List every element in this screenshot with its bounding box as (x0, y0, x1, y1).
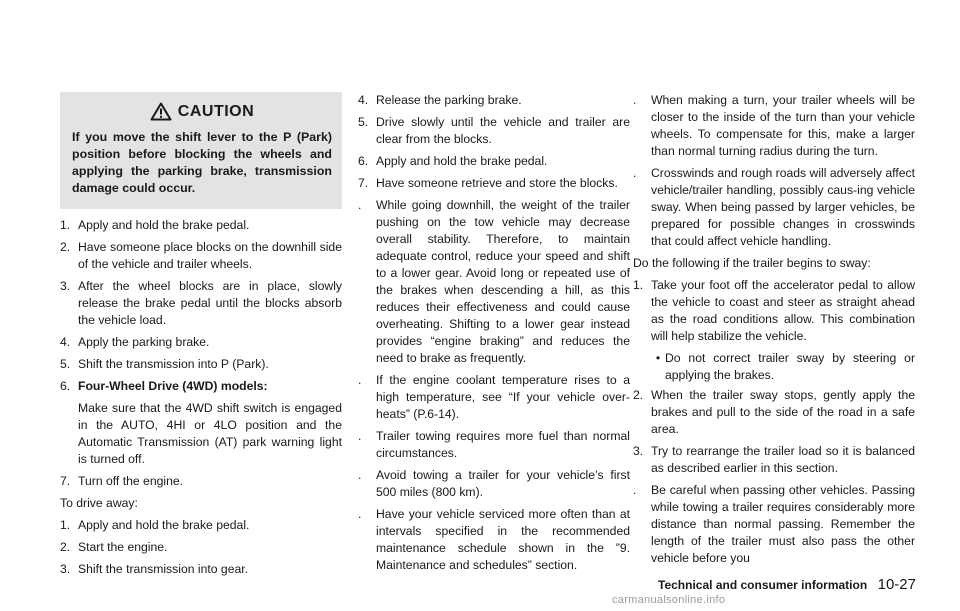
watermark: carmanualsonline.info (612, 594, 726, 606)
list-text: Shift the transmission into P (Park). (78, 357, 269, 371)
list-text: Four-Wheel Drive (4WD) models: (78, 379, 268, 393)
list-marker: 7. (358, 176, 369, 190)
list-text: Shift the transmission into gear. (78, 562, 249, 576)
list-marker: 5. (60, 357, 71, 371)
list-text: Try to rearrange the trailer load so it is balanced as described earlier in this section. (651, 444, 915, 475)
footer-section-title: Technical and consumer information (658, 578, 868, 592)
bullet-text: Trailer towing requires more fuel than normal circumstances. (376, 429, 630, 460)
list-item (358, 153, 630, 170)
list-text: After the wheel blocks are in place, slowly release the brake pedal until the blocks absorb the vehicle load. (78, 279, 342, 327)
list-marker: 3. (633, 444, 644, 458)
caution-text: If you move the shift lever to the P (Park) position before blocking the wheels and applying the parking brake, transmission damage could occur. (72, 130, 332, 195)
sub-bullet-text: Do not correct trailer sway by steering or applying the brakes. (665, 351, 915, 382)
bullet-text: Have your vehicle serviced more often than at intervals specified in the recommended maintenance schedule shown in the ”9. Maintenance and schedules” section. (376, 507, 630, 572)
list-item (60, 473, 342, 490)
caution-header (72, 102, 332, 121)
bullet-item (633, 165, 915, 250)
page-footer (614, 576, 916, 594)
list-item (60, 217, 342, 234)
page-number: 10-27 (877, 576, 916, 593)
list-item (60, 278, 342, 329)
list-item (60, 378, 342, 395)
list-text: When the trailer sway stops, gently apply the brakes and pull to the side of the road in a safe area. (651, 388, 915, 436)
list-marker: 6. (358, 154, 369, 168)
bullet-item (633, 92, 915, 160)
list-item (60, 334, 342, 351)
list-item (633, 387, 915, 438)
bullet-text: Avoid towing a trailer for your vehicle’s first 500 miles (800 km). (376, 468, 630, 499)
list-marker: 2. (60, 240, 71, 254)
sway-heading: Do the following if the trailer begins to sway: (633, 256, 871, 270)
warning-icon (150, 102, 172, 121)
list-text: Apply and hold the brake pedal. (78, 218, 250, 232)
list-item (358, 114, 630, 148)
caution-title: CAUTION (177, 103, 255, 120)
list-item (60, 356, 342, 373)
bullet-text: If the engine coolant temperature rises to a high temperature, see “If your vehicle over-heats” (P.6-14). (376, 373, 630, 421)
list-marker: 3. (60, 279, 71, 293)
bullet-text: Crosswinds and rough roads will adversely affect vehicle/trailer handling, possibly caus-ing vehicle sway. When being passed by larger vehicles, be prepared for possible changes in crosswinds that could affect vehicle handling. (651, 166, 915, 248)
list-marker: 2. (633, 388, 644, 402)
list-item (60, 539, 342, 556)
list-item (60, 561, 342, 578)
bullet-text: While going downhill, the weight of the trailer pushing on the tow vehicle may decrease overall stability. Therefore, to maintain adequate control, reduce your speed and shift to a lower gear. Avoid long or repeated use of the brakes when descending a hill, as this reduces their effectiveness and could cause overheating. Shifting to a lower gear instead provides “engine braking” and reduces the need to brake as frequently. (376, 198, 630, 365)
list-text: Apply and hold the brake pedal. (78, 518, 250, 532)
list-marker: 6. (60, 379, 71, 393)
list-marker: 2. (60, 540, 71, 554)
column-middle (358, 92, 630, 579)
bullet-marker: . (358, 429, 362, 443)
bullet-marker: . (633, 93, 637, 107)
bullet-marker: . (633, 166, 637, 180)
list-marker: 5. (358, 115, 369, 129)
list-text: Make sure that the 4WD shift switch is engaged in the AUTO, 4HI or 4LO position and the Automatic Transmission (AT) park warning light is turned off. (78, 401, 342, 466)
list-marker: 1. (60, 218, 71, 232)
bullet-item (358, 372, 630, 423)
list-item (633, 443, 915, 477)
list-text: Apply the parking brake. (78, 335, 210, 349)
list-item (60, 517, 342, 534)
bullet-text: When making a turn, your trailer wheels will be closer to the inside of the turn than your vehicle wheels. To compensate for this, make a larger than normal turning radius during the turn. (651, 93, 915, 158)
list-text: Drive slowly until the vehicle and trailer are clear from the blocks. (376, 115, 630, 146)
list-text: Release the parking brake. (376, 93, 522, 107)
drive-away-heading: To drive away: (60, 496, 138, 510)
bullet-marker: . (358, 507, 362, 521)
bullet-item (358, 428, 630, 462)
list-text: Apply and hold the brake pedal. (376, 154, 548, 168)
list-item-continuation (60, 400, 342, 468)
column-right (633, 92, 915, 572)
list-item (358, 175, 630, 192)
list-item (633, 277, 915, 345)
bullet-marker: . (633, 483, 637, 497)
list-text: Start the engine. (78, 540, 168, 554)
list-text: Have someone place blocks on the downhill side of the vehicle and trailer wheels. (78, 240, 342, 271)
bullet-item (358, 506, 630, 574)
bullet-item (358, 197, 630, 367)
caution-box (60, 92, 342, 209)
column-left (60, 92, 342, 583)
bullet-text: Be careful when passing other vehicles. Passing while towing a trailer requires considerably more distance than normal passing. Remember the length of the trailer must also pass the other vehicle before you (651, 483, 915, 565)
list-item (358, 92, 630, 109)
bullet-marker: . (358, 468, 362, 482)
list-marker: 4. (358, 93, 369, 107)
list-marker: 1. (60, 518, 71, 532)
list-marker: 3. (60, 562, 71, 576)
list-marker: 1. (633, 278, 644, 292)
list-text: Have someone retrieve and store the blocks. (376, 176, 618, 190)
sub-bullet-marker: • (655, 351, 661, 365)
list-text: Turn off the engine. (78, 474, 184, 488)
sub-bullet-item (651, 350, 915, 384)
bullet-marker: . (358, 373, 362, 387)
list-text: Take your foot off the accelerator pedal to allow the vehicle to coast and steer as straight ahead as the road conditions allow. This combination will help stabilize the vehicle. (651, 278, 915, 343)
list-item (60, 239, 342, 273)
bullet-marker: . (358, 198, 362, 212)
list-marker: 7. (60, 474, 71, 488)
bullet-item (633, 482, 915, 567)
bullet-item (358, 467, 630, 501)
list-marker: 4. (60, 335, 71, 349)
